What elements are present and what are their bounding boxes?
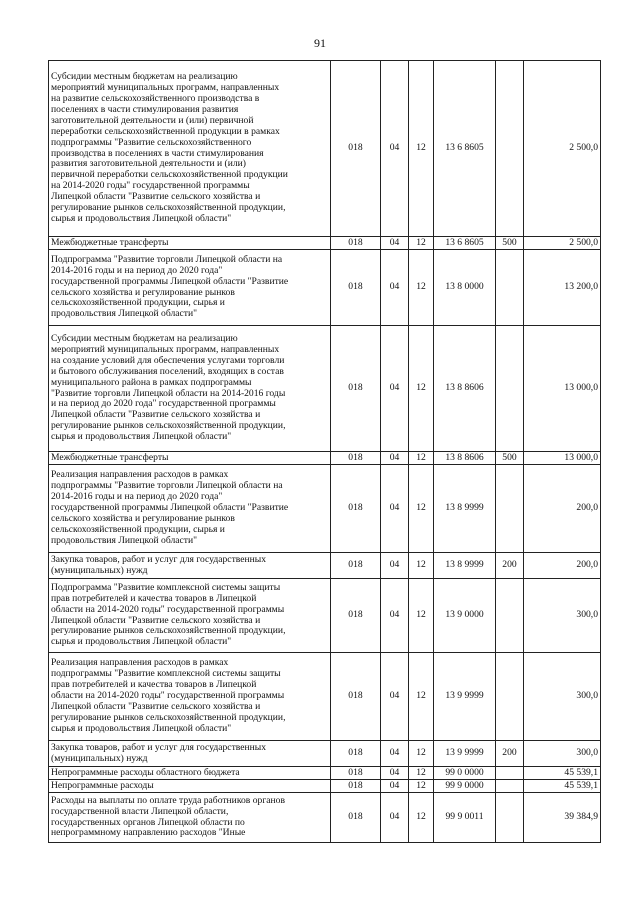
amount: 45 539,1 [524, 767, 601, 780]
ministry-code: 018 [331, 465, 381, 553]
ministry-code: 018 [331, 61, 381, 237]
subsection-code: 12 [409, 61, 434, 237]
row-description: Реализация направления расходов в рамках подпрограммы "Развитие торговли Липецкой области на 2014-2016 годы и на период до 2020 года" государственной программы Липецкой области "Развитие сельского хозяйства и регулирование рынков сельскохозяйственной продукции, сырья и продовольствия Липецкой области" [49, 465, 331, 553]
budget-table [48, 60, 601, 843]
amount: 2 500,0 [524, 237, 601, 250]
expense-type-code [496, 465, 524, 553]
target-article-code: 13 8 9999 [434, 553, 496, 579]
amount: 300,0 [524, 653, 601, 741]
page-number: 91 [314, 36, 326, 50]
amount: 13 000,0 [524, 452, 601, 465]
section-code: 04 [381, 741, 409, 767]
subsection-code: 12 [409, 250, 434, 326]
expense-type-code [496, 579, 524, 653]
target-article-code: 13 9 9999 [434, 741, 496, 767]
expense-type-code [496, 326, 524, 452]
row-description: Непрограммные расходы областного бюджета [49, 767, 331, 780]
amount: 39 384,9 [524, 793, 601, 843]
ministry-code: 018 [331, 741, 381, 767]
table-row [49, 741, 601, 767]
target-article-code: 13 8 8606 [434, 452, 496, 465]
ministry-code: 018 [331, 326, 381, 452]
section-code: 04 [381, 465, 409, 553]
subsection-code: 12 [409, 741, 434, 767]
section-code: 04 [381, 553, 409, 579]
row-description: Подпрограмма "Развитие торговли Липецкой области на 2014-2016 годы и на период до 2020 года" государственной программы Липецкой области "Развитие сельского хозяйства и регулирование рынков сельскохозяйственной продукции, сырья и продовольствия Липецкой области" [49, 250, 331, 326]
subsection-code: 12 [409, 767, 434, 780]
target-article-code: 13 6 8605 [434, 237, 496, 250]
amount: 300,0 [524, 579, 601, 653]
subsection-code: 12 [409, 579, 434, 653]
row-description: Непрограммные расходы [49, 780, 331, 793]
table-row [49, 237, 601, 250]
expense-type-code [496, 61, 524, 237]
target-article-code: 13 8 9999 [434, 465, 496, 553]
section-code: 04 [381, 61, 409, 237]
amount: 200,0 [524, 465, 601, 553]
table-row [49, 579, 601, 653]
expense-type-code [496, 780, 524, 793]
section-code: 04 [381, 793, 409, 843]
section-code: 04 [381, 452, 409, 465]
section-code: 04 [381, 237, 409, 250]
expense-type-code [496, 250, 524, 326]
expense-type-code: 500 [496, 237, 524, 250]
section-code: 04 [381, 780, 409, 793]
subsection-code: 12 [409, 326, 434, 452]
row-description: Межбюджетные трансферты [49, 452, 331, 465]
target-article-code: 99 9 0000 [434, 780, 496, 793]
expense-type-code: 200 [496, 741, 524, 767]
budget-table-body [49, 61, 601, 843]
target-article-code: 99 9 0011 [434, 793, 496, 843]
target-article-code: 13 8 0000 [434, 250, 496, 326]
row-description: Межбюджетные трансферты [49, 237, 331, 250]
table-row [49, 61, 601, 237]
subsection-code: 12 [409, 237, 434, 250]
table-row [49, 793, 601, 843]
ministry-code: 018 [331, 250, 381, 326]
expense-type-code [496, 793, 524, 843]
target-article-code: 13 8 8606 [434, 326, 496, 452]
ministry-code: 018 [331, 452, 381, 465]
target-article-code: 99 0 0000 [434, 767, 496, 780]
table-row [49, 465, 601, 553]
table-row [49, 653, 601, 741]
amount: 13 000,0 [524, 326, 601, 452]
section-code: 04 [381, 326, 409, 452]
subsection-code: 12 [409, 793, 434, 843]
subsection-code: 12 [409, 452, 434, 465]
row-description: Закупка товаров, работ и услуг для государственных (муниципальных) нужд [49, 553, 331, 579]
row-description: Реализация направления расходов в рамках подпрограммы "Развитие комплексной системы защиты прав потребителей и качества товаров в Липецкой области на 2014-2020 годы" государственной программы Липецкой области "Развитие сельского хозяйства и регулирование рынков сельскохозяйственной продукции, сырья и продовольствия Липецкой области" [49, 653, 331, 741]
amount: 45 539,1 [524, 780, 601, 793]
table-row [49, 250, 601, 326]
expense-type-code [496, 767, 524, 780]
subsection-code: 12 [409, 653, 434, 741]
table-row [49, 553, 601, 579]
section-code: 04 [381, 653, 409, 741]
ministry-code: 018 [331, 553, 381, 579]
row-description: Подпрограмма "Развитие комплексной системы защиты прав потребителей и качества товаров в Липецкой области на 2014-2020 годы" государственной программы Липецкой области "Развитие сельского хозяйства и регулирование рынков сельскохозяйственной продукции, сырья и продовольствия Липецкой области" [49, 579, 331, 653]
amount: 200,0 [524, 553, 601, 579]
subsection-code: 12 [409, 780, 434, 793]
section-code: 04 [381, 767, 409, 780]
section-code: 04 [381, 579, 409, 653]
table-row [49, 326, 601, 452]
table-row [49, 767, 601, 780]
ministry-code: 018 [331, 793, 381, 843]
row-description: Закупка товаров, работ и услуг для государственных (муниципальных) нужд [49, 741, 331, 767]
ministry-code: 018 [331, 653, 381, 741]
amount: 13 200,0 [524, 250, 601, 326]
expense-type-code: 500 [496, 452, 524, 465]
table-row [49, 452, 601, 465]
amount: 2 500,0 [524, 61, 601, 237]
target-article-code: 13 6 8605 [434, 61, 496, 237]
row-description: Субсидии местным бюджетам на реализацию мероприятий муниципальных программ, направленных на развитие сельскохозяйственного производства в поселениях в части стимулирования развития заготовительной деятельности и (или) первичной переработки сельскохозяйственной продукции в рамках подпрограммы "Развитие сельскохозяйственного производства в поселениях в части стимулирования развития заготовительной деятельности и (или) первичной переработки сельскохозяйственной продукции на 2014-2020 годы" государственной программы Липецкой области "Развитие сельского хозяйства и регулирование рынков сельскохозяйственной продукции, сырья и продовольствия Липецкой области" [49, 61, 331, 237]
expense-type-code: 200 [496, 553, 524, 579]
expense-type-code [496, 653, 524, 741]
table-row [49, 780, 601, 793]
target-article-code: 13 9 9999 [434, 653, 496, 741]
ministry-code: 018 [331, 579, 381, 653]
row-description: Субсидии местным бюджетам на реализацию мероприятий муниципальных программ, направленных на создание условий для обеспечения услугами торговли и бытового обслуживания поселений, входящих в состав муниципального района в рамках подпрограммы "Развитие торговли Липецкой области на 2014-2016 годы и на период до 2020 года" государственной программы Липецкой области "Развитие сельского хозяйства и регулирование рынков сельскохозяйственной продукции, сырья и продовольствия Липецкой области" [49, 326, 331, 452]
ministry-code: 018 [331, 780, 381, 793]
amount: 300,0 [524, 741, 601, 767]
target-article-code: 13 9 0000 [434, 579, 496, 653]
ministry-code: 018 [331, 767, 381, 780]
ministry-code: 018 [331, 237, 381, 250]
subsection-code: 12 [409, 465, 434, 553]
section-code: 04 [381, 250, 409, 326]
subsection-code: 12 [409, 553, 434, 579]
row-description: Расходы на выплаты по оплате труда работников органов государственной власти Липецкой области, государственных органов Липецкой области по непрограммному направлению расходов "Иные [49, 793, 331, 843]
